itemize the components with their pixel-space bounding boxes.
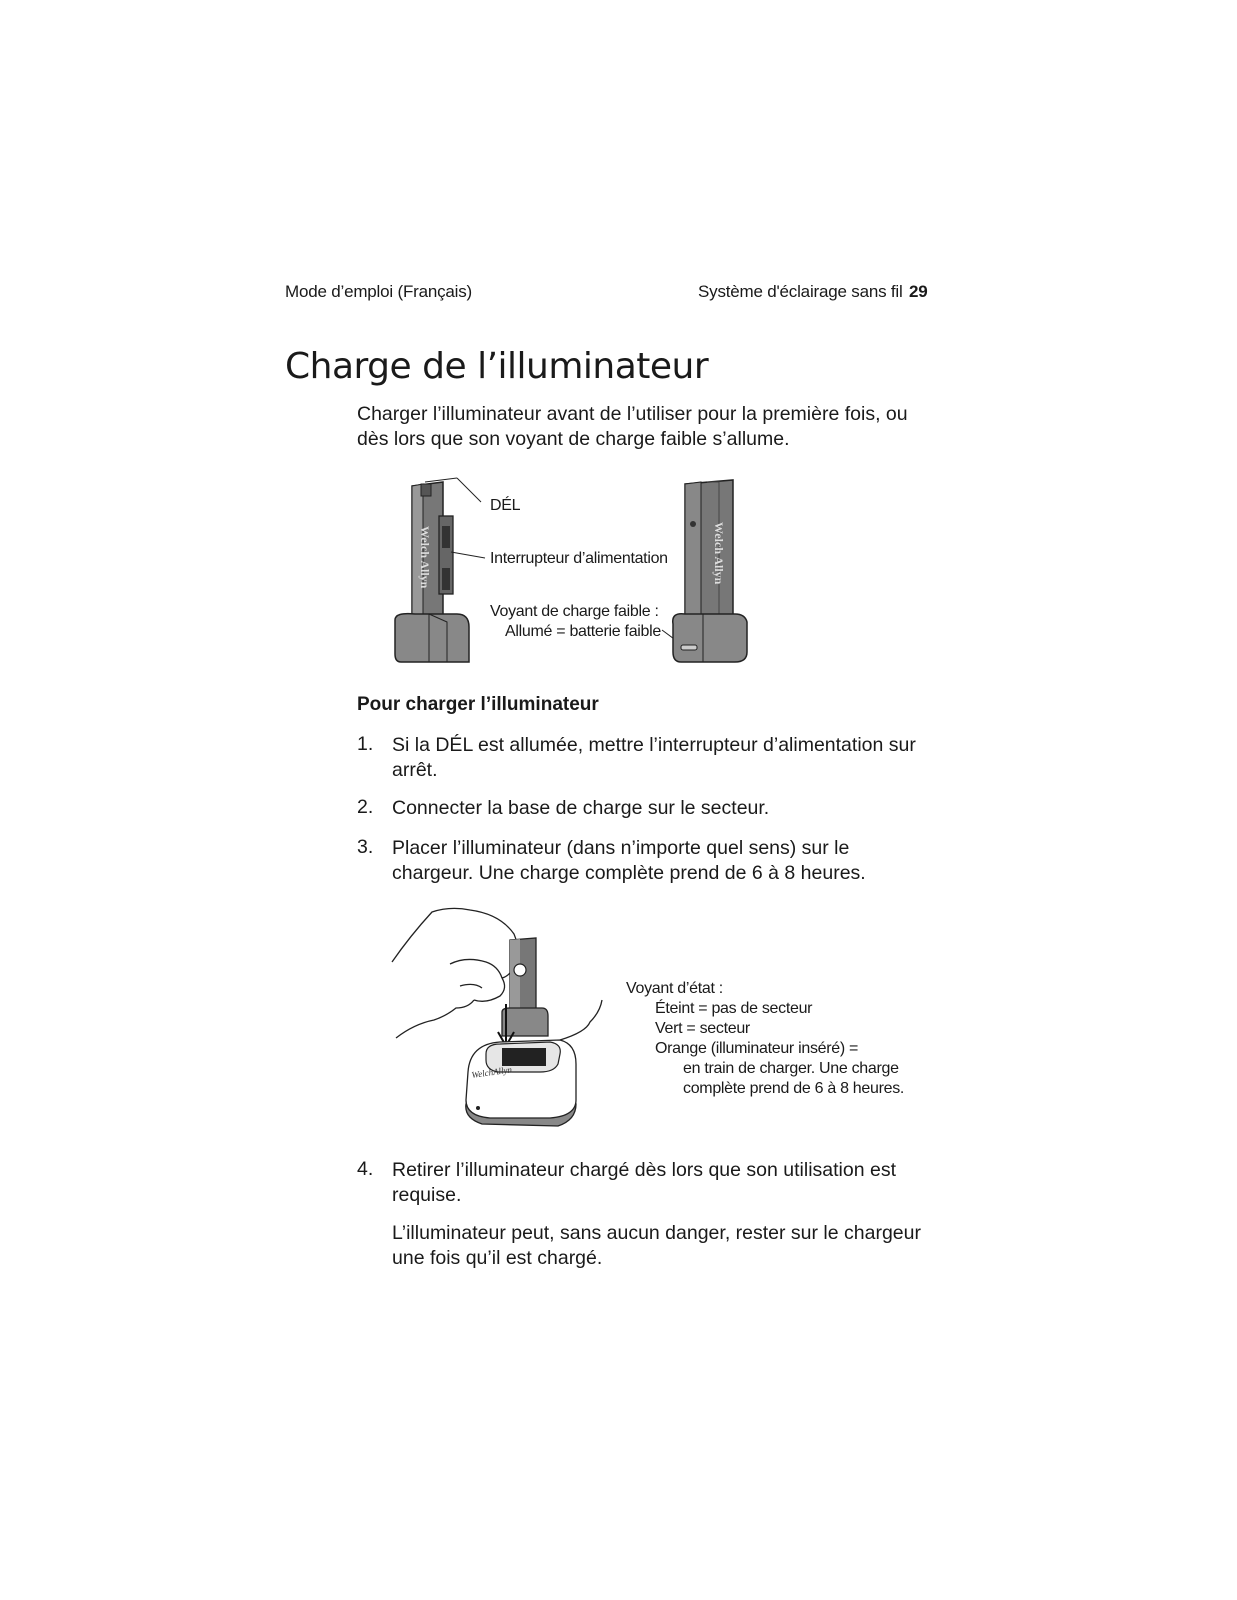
illuminator-front-illustration	[395, 482, 469, 662]
illuminator-back-illustration	[673, 480, 747, 662]
page-number: 29	[909, 282, 928, 301]
status-orange: Orange (illuminateur inséré) =	[655, 1040, 859, 1057]
label-low-charge: Voyant de charge faible :	[490, 603, 659, 620]
step-text: Connecter la base de charge sur le secteur.	[392, 797, 770, 819]
status-orange-detail-2: complète prend de 6 à 8 heures.	[683, 1080, 905, 1097]
step-number: 2.	[357, 796, 374, 818]
label-low-charge-state: Allumé = batterie faible	[505, 623, 662, 640]
brand-logo-right: Welch Allyn	[712, 522, 726, 585]
step-text: Placer l’illuminateur (dans n’importe quel sens) sur le chargeur. Une charge complète prend de 6 à 8 heures.	[392, 837, 866, 884]
label-power-switch: Interrupteur d’alimentation	[490, 550, 668, 567]
step-number: 3.	[357, 836, 374, 858]
charger-figure	[390, 904, 620, 1134]
step-text: Si la DÉL est allumée, mettre l’interrupteur d’alimentation sur arrêt.	[392, 734, 916, 781]
status-light-title: Voyant d’état :	[626, 980, 723, 997]
page-title: Charge de l’illuminateur	[285, 346, 709, 387]
intro-paragraph: Charger l’illuminateur avant de l’utiliser pour la première fois, ou dès lors que son voyant de charge faible s’allume.	[357, 403, 908, 450]
hand-illustration	[392, 908, 518, 1038]
step-number: 4.	[357, 1158, 374, 1180]
illuminator-figure	[385, 472, 765, 672]
status-off: Éteint = pas de secteur	[655, 1000, 813, 1017]
label-led: DÉL	[490, 497, 521, 514]
running-header-section: Système d'éclairage sans fil	[698, 282, 903, 301]
step-text: Retirer l’illuminateur chargé dès lors que son utilisation est requise.	[392, 1159, 896, 1206]
procedure-heading: Pour charger l’illuminateur	[357, 694, 599, 715]
status-green: Vert = secteur	[655, 1020, 750, 1037]
charger-brand-logo: WelchAllyn	[470, 1064, 513, 1080]
safety-note: L’illuminateur peut, sans aucun danger, rester sur le chargeur une fois qu’il est chargé.	[392, 1222, 921, 1269]
brand-logo-left: Welch Allyn	[418, 526, 432, 589]
step-number: 1.	[357, 733, 374, 755]
status-orange-detail-1: en train de charger. Une charge	[683, 1060, 899, 1077]
running-header-left: Mode d’emploi (Français)	[285, 282, 472, 301]
charger-base-illustration	[466, 1040, 576, 1126]
